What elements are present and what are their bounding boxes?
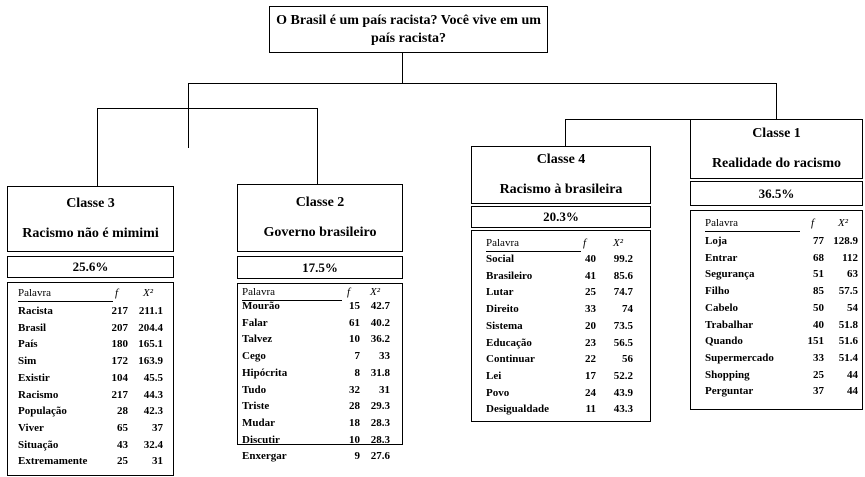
- frequency-cell: 180: [111, 338, 128, 351]
- word-cell: População: [18, 405, 67, 418]
- word-row: [8, 338, 173, 354]
- classe1-label: Classe 1: [752, 126, 801, 141]
- word-cell: Discutir: [242, 433, 280, 446]
- connector-classe3-down: [97, 108, 98, 186]
- header-rule: [486, 251, 581, 252]
- word-cell: Racismo: [18, 388, 59, 401]
- chi-square-cell: 31: [379, 383, 390, 396]
- word-cell: Loja: [705, 235, 727, 247]
- chi-square-cell: 204.4: [138, 321, 163, 334]
- chi-square-cell: 63: [847, 268, 858, 281]
- word-row: [472, 303, 650, 319]
- frequency-cell: 25: [117, 455, 128, 468]
- word-row: [691, 319, 862, 335]
- classe2-percent: 17.5%: [237, 256, 403, 279]
- connector-classe2-down: [317, 108, 318, 184]
- word-cell: Perguntar: [705, 385, 754, 398]
- word-cell: País: [18, 338, 38, 351]
- word-cell: Cego: [242, 350, 266, 363]
- header-rule: [18, 301, 113, 302]
- chi-square-cell: 31.8: [370, 366, 390, 379]
- connector-left-down: [188, 108, 189, 148]
- word-row: [238, 450, 402, 466]
- frequency-cell: 37: [813, 385, 824, 398]
- classe1-theme: Realidade do racismo: [711, 156, 842, 171]
- word-cell: Mudar: [242, 416, 275, 429]
- word-cell: Lutar: [486, 286, 514, 299]
- frequency-cell: 33: [585, 303, 596, 316]
- column-header-frequency: f: [583, 237, 587, 249]
- word-cell: Sim: [18, 355, 37, 368]
- column-header-chi-square: X²: [370, 286, 381, 298]
- frequency-cell: 61: [349, 316, 360, 329]
- word-cell: Shopping: [705, 368, 750, 381]
- word-row: [8, 405, 173, 421]
- frequency-cell: 23: [585, 336, 596, 349]
- chi-square-cell: 54: [847, 301, 858, 314]
- word-row: [8, 455, 173, 471]
- root-question-text: O Brasil é um país racista? Você vive em um país racista?: [276, 12, 541, 46]
- chi-square-cell: 42.7: [370, 300, 390, 312]
- frequency-cell: 207: [111, 321, 128, 334]
- frequency-cell: 7: [354, 350, 360, 363]
- classe2-word-table: [237, 283, 403, 463]
- word-cell: Mourão: [242, 300, 280, 312]
- word-cell: Triste: [242, 400, 270, 413]
- classe2-label: Classe 2: [295, 195, 345, 210]
- frequency-cell: 24: [585, 386, 596, 399]
- classe3-header: [7, 186, 174, 252]
- connector-top-bar: [188, 83, 776, 84]
- word-row: [238, 350, 402, 366]
- word-cell: Continuar: [486, 353, 535, 366]
- word-cell: Segurança: [705, 268, 755, 281]
- classe4-percent: 20.3%: [471, 206, 651, 228]
- word-cell: Desigualdade: [486, 403, 549, 416]
- frequency-cell: 33: [813, 351, 824, 364]
- column-header-chi-square: X²: [143, 287, 154, 299]
- classe1-percent: 36.5%: [690, 181, 863, 206]
- chi-square-cell: 112: [842, 251, 858, 264]
- chi-square-cell: 36.2: [370, 333, 390, 346]
- chi-square-cell: 37: [152, 421, 163, 434]
- frequency-cell: 172: [111, 355, 128, 368]
- root-question-box: [269, 6, 548, 53]
- word-cell: Enxergar: [242, 450, 287, 463]
- word-row: [472, 270, 650, 286]
- frequency-cell: 28: [117, 405, 128, 418]
- connector-classe4-down: [565, 119, 566, 146]
- word-cell: Lei: [486, 369, 502, 382]
- chi-square-cell: 165.1: [138, 338, 163, 351]
- chi-square-cell: 56: [622, 353, 633, 366]
- chi-square-cell: 40.2: [370, 316, 390, 329]
- classe4-label: Classe 4: [536, 152, 586, 167]
- column-header-chi-square: X²: [613, 237, 624, 249]
- chi-square-cell: 45.5: [143, 371, 163, 384]
- classe1-header: [690, 119, 863, 179]
- classe1-word-table: [690, 210, 863, 410]
- column-header-frequency: f: [115, 287, 119, 299]
- frequency-cell: 104: [111, 371, 128, 384]
- chi-square-cell: 74: [622, 303, 633, 316]
- frequency-cell: 22: [585, 353, 596, 366]
- word-row: [691, 302, 862, 318]
- frequency-cell: 51: [813, 268, 824, 281]
- word-cell: Direito: [486, 303, 519, 316]
- frequency-cell: 43: [117, 438, 128, 451]
- chi-square-cell: 73.5: [613, 319, 633, 332]
- column-header-word: Palavra: [18, 287, 51, 299]
- frequency-cell: 85: [813, 285, 824, 298]
- word-row: [691, 335, 862, 351]
- chi-square-cell: 44: [847, 368, 858, 381]
- word-row: [8, 439, 173, 455]
- chi-square-cell: 74.7: [613, 286, 633, 299]
- frequency-cell: 151: [807, 335, 824, 348]
- chi-square-cell: 57.5: [838, 285, 858, 298]
- frequency-cell: 68: [813, 251, 824, 264]
- frequency-cell: 217: [111, 305, 128, 317]
- word-row: [472, 370, 650, 386]
- word-cell: Hipócrita: [242, 366, 288, 379]
- chi-square-cell: 42.3: [143, 405, 163, 418]
- word-cell: Situação: [18, 438, 59, 451]
- word-cell: Racista: [18, 305, 53, 317]
- chi-square-cell: 33: [379, 350, 390, 363]
- word-cell: Talvez: [242, 333, 273, 346]
- classe4-header: [471, 146, 651, 204]
- word-cell: Trabalhar: [705, 318, 754, 331]
- word-row: [472, 403, 650, 419]
- word-row: [691, 385, 862, 401]
- chi-square-cell: 44: [847, 385, 858, 398]
- word-cell: Tudo: [242, 383, 267, 396]
- frequency-cell: 40: [813, 318, 824, 331]
- frequency-cell: 77: [813, 235, 824, 247]
- frequency-cell: 10: [349, 433, 360, 446]
- word-row: [8, 422, 173, 438]
- word-row: [238, 317, 402, 333]
- chi-square-cell: 51.8: [838, 318, 858, 331]
- frequency-cell: 9: [354, 450, 360, 463]
- column-header-frequency: f: [347, 286, 351, 298]
- header-rule: [705, 231, 800, 232]
- word-row: [8, 322, 173, 338]
- word-cell: Cabelo: [705, 301, 738, 314]
- column-header-word: Palavra: [486, 237, 519, 249]
- classe3-theme: Racismo não é mimimi: [22, 226, 159, 241]
- classe2-header: [237, 184, 403, 252]
- word-row: [472, 337, 650, 353]
- word-row: [691, 352, 862, 368]
- chi-square-cell: 27.6: [370, 450, 390, 463]
- word-cell: Brasileiro: [486, 269, 533, 282]
- connector-left-stem: [188, 83, 189, 108]
- chi-square-cell: 28.3: [370, 433, 390, 446]
- word-cell: Filho: [705, 285, 730, 298]
- column-header-chi-square: X²: [838, 217, 849, 229]
- word-row: [691, 268, 862, 284]
- classe3-word-table: [7, 282, 174, 476]
- frequency-cell: 25: [813, 368, 824, 381]
- word-cell: Supermercado: [705, 351, 774, 364]
- connector-left-bar: [97, 108, 317, 109]
- column-header-word: Palavra: [242, 286, 275, 298]
- word-row: [238, 434, 402, 450]
- classe3-label: Classe 3: [66, 196, 115, 211]
- chi-square-cell: 211.1: [138, 305, 163, 317]
- chi-square-cell: 51.4: [838, 351, 858, 364]
- frequency-cell: 17: [585, 369, 596, 382]
- chi-square-cell: 43.9: [613, 386, 633, 399]
- word-cell: Brasil: [18, 321, 47, 334]
- word-row: [8, 389, 173, 405]
- connector-root-down: [402, 53, 403, 83]
- word-row: [472, 353, 650, 369]
- frequency-cell: 65: [117, 421, 128, 434]
- word-row: [238, 300, 402, 316]
- frequency-cell: 217: [111, 388, 128, 401]
- word-row: [238, 400, 402, 416]
- word-row: [8, 372, 173, 388]
- word-cell: Educação: [486, 336, 532, 349]
- word-row: [238, 384, 402, 400]
- word-row: [8, 305, 173, 321]
- chi-square-cell: 28.3: [370, 416, 390, 429]
- frequency-cell: 50: [813, 301, 824, 314]
- frequency-cell: 20: [585, 319, 596, 332]
- word-row: [238, 333, 402, 349]
- word-cell: Extremamente: [18, 455, 88, 468]
- word-row: [472, 286, 650, 302]
- word-cell: Viver: [18, 421, 44, 434]
- chi-square-cell: 52.2: [613, 369, 633, 382]
- classe4-theme: Racismo à brasileira: [499, 182, 623, 197]
- word-row: [238, 367, 402, 383]
- word-row: [472, 253, 650, 269]
- word-row: [472, 320, 650, 336]
- word-row: [8, 355, 173, 371]
- column-header-word: Palavra: [705, 217, 738, 229]
- frequency-cell: 8: [354, 366, 360, 379]
- word-row: [691, 369, 862, 385]
- frequency-cell: 40: [585, 253, 596, 265]
- chi-square-cell: 32.4: [143, 438, 163, 451]
- word-row: [691, 285, 862, 301]
- chi-square-cell: 31: [152, 455, 163, 468]
- chi-square-cell: 51.6: [838, 335, 858, 348]
- word-cell: Povo: [486, 386, 510, 399]
- word-row: [691, 252, 862, 268]
- chi-square-cell: 163.9: [138, 355, 163, 368]
- frequency-cell: 18: [349, 416, 360, 429]
- chi-square-cell: 99.2: [613, 253, 633, 265]
- word-row: [472, 387, 650, 403]
- word-cell: Sistema: [486, 319, 523, 332]
- frequency-cell: 32: [349, 383, 360, 396]
- word-cell: Quando: [705, 335, 743, 348]
- classe2-theme: Governo brasileiro: [263, 225, 377, 240]
- chi-square-cell: 85.6: [613, 269, 633, 282]
- classe3-percent: 25.6%: [7, 256, 174, 278]
- frequency-cell: 10: [349, 333, 360, 346]
- column-header-frequency: f: [811, 217, 815, 229]
- chi-square-cell: 56.5: [613, 336, 633, 349]
- word-row: [238, 417, 402, 433]
- word-cell: Falar: [242, 316, 268, 329]
- frequency-cell: 15: [349, 300, 360, 312]
- frequency-cell: 25: [585, 286, 596, 299]
- chi-square-cell: 128.9: [833, 235, 858, 247]
- word-cell: Existir: [18, 371, 50, 384]
- frequency-cell: 41: [585, 269, 596, 282]
- chi-square-cell: 43.3: [613, 403, 633, 416]
- chi-square-cell: 44.3: [143, 388, 163, 401]
- connector-right-stem: [776, 83, 777, 119]
- classe4-word-table: [471, 230, 651, 422]
- word-row: [691, 235, 862, 251]
- word-cell: Entrar: [705, 251, 738, 264]
- frequency-cell: 28: [349, 400, 360, 413]
- frequency-cell: 11: [585, 403, 596, 416]
- chi-square-cell: 29.3: [370, 400, 390, 413]
- word-cell: Social: [486, 253, 515, 265]
